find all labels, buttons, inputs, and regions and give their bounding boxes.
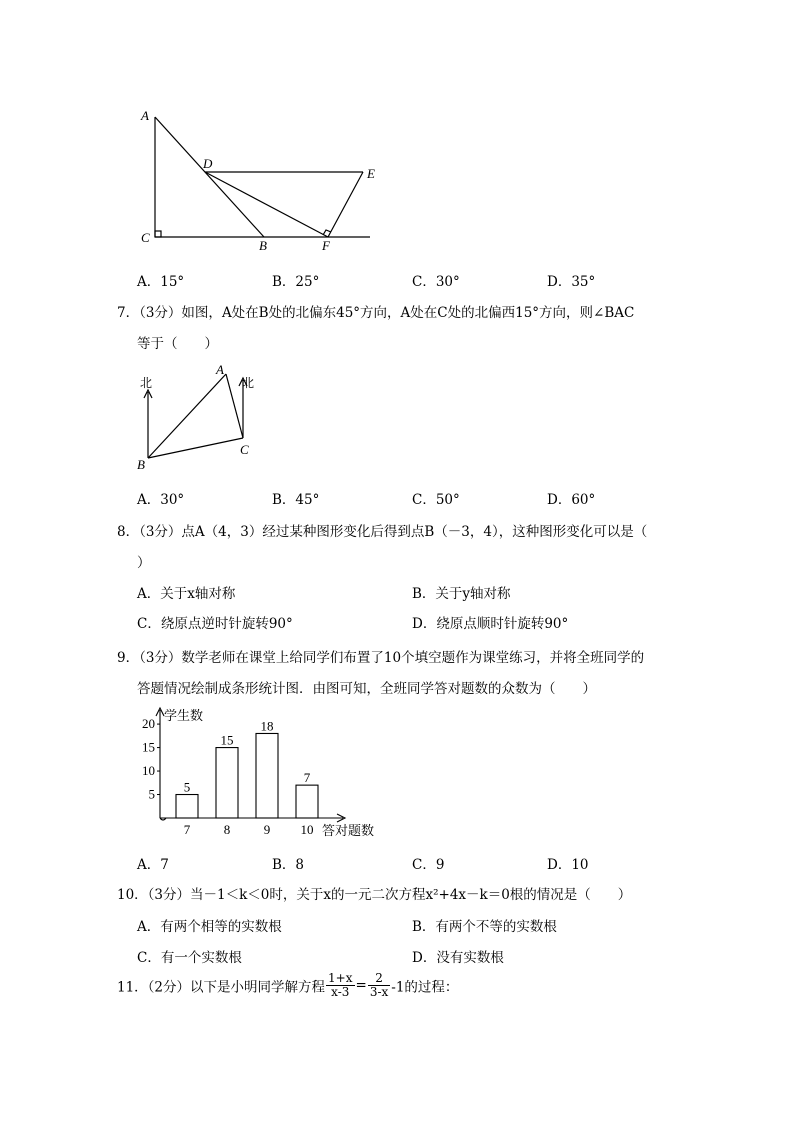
x-tick-label-9: 9 (263, 822, 271, 837)
q6-label-A: A (141, 108, 149, 123)
q9-option-c[interactable]: C．9 (412, 857, 445, 873)
q6-option-b[interactable]: B．25° (272, 274, 320, 290)
q10-stem: 10．（3分）当－1＜k＜0时，关于x的一元二次方程x²+4x－k＝0根的情况是（ ） (117, 887, 632, 903)
q9-option-b[interactable]: B．8 (272, 857, 305, 873)
q10-option-d[interactable]: D．没有实数根 (412, 950, 504, 966)
y-tick-label: 10 (142, 763, 155, 779)
q8-option-c[interactable]: C．绕原点逆时针旋转90° (137, 616, 293, 632)
q9-option-d[interactable]: D．10 (547, 857, 589, 873)
q6-label-D: D (203, 156, 213, 171)
q8-stem-line1: 8．（3分）点A（4，3）经过某种图形变化后得到点B（－3，4），这种图形变化可以是（ (117, 524, 648, 540)
q6-option-a[interactable]: A．15° (137, 274, 185, 290)
x-tick-label-8: 8 (223, 822, 231, 837)
q10-option-b[interactable]: B．有两个不等的实数根 (412, 919, 557, 935)
q9-stem-line1: 9．（3分）数学老师在课堂上给同学们布置了10个填空题作为课堂练习，并将全班同学的 (117, 650, 645, 666)
bar-8 (216, 748, 238, 818)
x-axis-title: 答对题数 (322, 823, 375, 838)
q7-north-right: 北 (242, 376, 255, 390)
q8-option-b[interactable]: B．关于y轴对称 (412, 586, 511, 602)
q6-option-c[interactable]: C．30° (412, 274, 460, 290)
q8-option-a[interactable]: A．关于x轴对称 (137, 586, 236, 602)
q7-stem-line1: 7．（3分）如图，A处在B处的北偏东45°方向，A处在C处的北偏西15°方向，则∠BAC (117, 305, 635, 321)
y-axis-title: 学生数 (164, 708, 204, 723)
q7-north-left: 北 (140, 376, 153, 390)
q6-label-F: F (322, 238, 330, 253)
y-tick-label: 15 (142, 739, 155, 755)
q11-equals: = (355, 977, 367, 994)
q10-option-a[interactable]: A．有两个相等的实数根 (137, 919, 282, 935)
bar-value-label-9: 18 (260, 718, 274, 734)
q6-figure (130, 100, 390, 260)
y-tick-label: 5 (148, 786, 155, 802)
q7-label-C: C (240, 442, 249, 457)
q6-label-B: B (259, 238, 267, 253)
q7-label-A: A (216, 362, 224, 377)
q7-option-a[interactable]: A．30° (137, 492, 185, 508)
q6-label-E: E (367, 166, 375, 181)
q6-label-C: C (141, 230, 150, 245)
bar-9 (256, 733, 278, 818)
x-tick-label-10: 10 (300, 822, 314, 837)
q11-stem (117, 972, 458, 999)
bar-7 (176, 795, 198, 818)
q7-figure (130, 360, 270, 475)
q6-option-d[interactable]: D．35° (547, 274, 596, 290)
bar-value-label-8: 15 (220, 732, 234, 748)
q9-stem-line2: 答题情况绘制成条形统计图．由图可知，全班同学答对题数的众数为（ ） (137, 681, 596, 697)
q7-label-B: B (137, 457, 145, 472)
bar-10 (296, 785, 318, 818)
q9-bar-chart (138, 700, 388, 845)
bar-value-label-10: 7 (303, 770, 311, 786)
q11-tail: -1的过程： (391, 979, 459, 996)
q10-option-c[interactable]: C．有一个实数根 (137, 950, 242, 966)
q7-option-c[interactable]: C．50° (412, 492, 460, 508)
q11-prefix: 11．（2分）以下是小明同学解方程 (117, 979, 326, 996)
x-tick-label-7: 7 (183, 822, 191, 837)
q7-option-d[interactable]: D．60° (547, 492, 596, 508)
q11-fraction-right: $\frac{2}{3-x}$ (369, 971, 389, 999)
q8-option-d[interactable]: D．绕原点顺时针旋转90° (412, 616, 569, 632)
bar-value-label-7: 5 (183, 779, 191, 795)
q9-option-a[interactable]: A．7 (137, 857, 169, 873)
q8-stem-line2: ） (137, 555, 151, 571)
q7-option-b[interactable]: B．45° (272, 492, 320, 508)
q7-stem-line2: 等于（ ） (137, 336, 218, 352)
y-tick-label: 20 (142, 716, 155, 732)
q11-fraction-left: $\frac{1+x}{x-3}$ (328, 971, 353, 999)
